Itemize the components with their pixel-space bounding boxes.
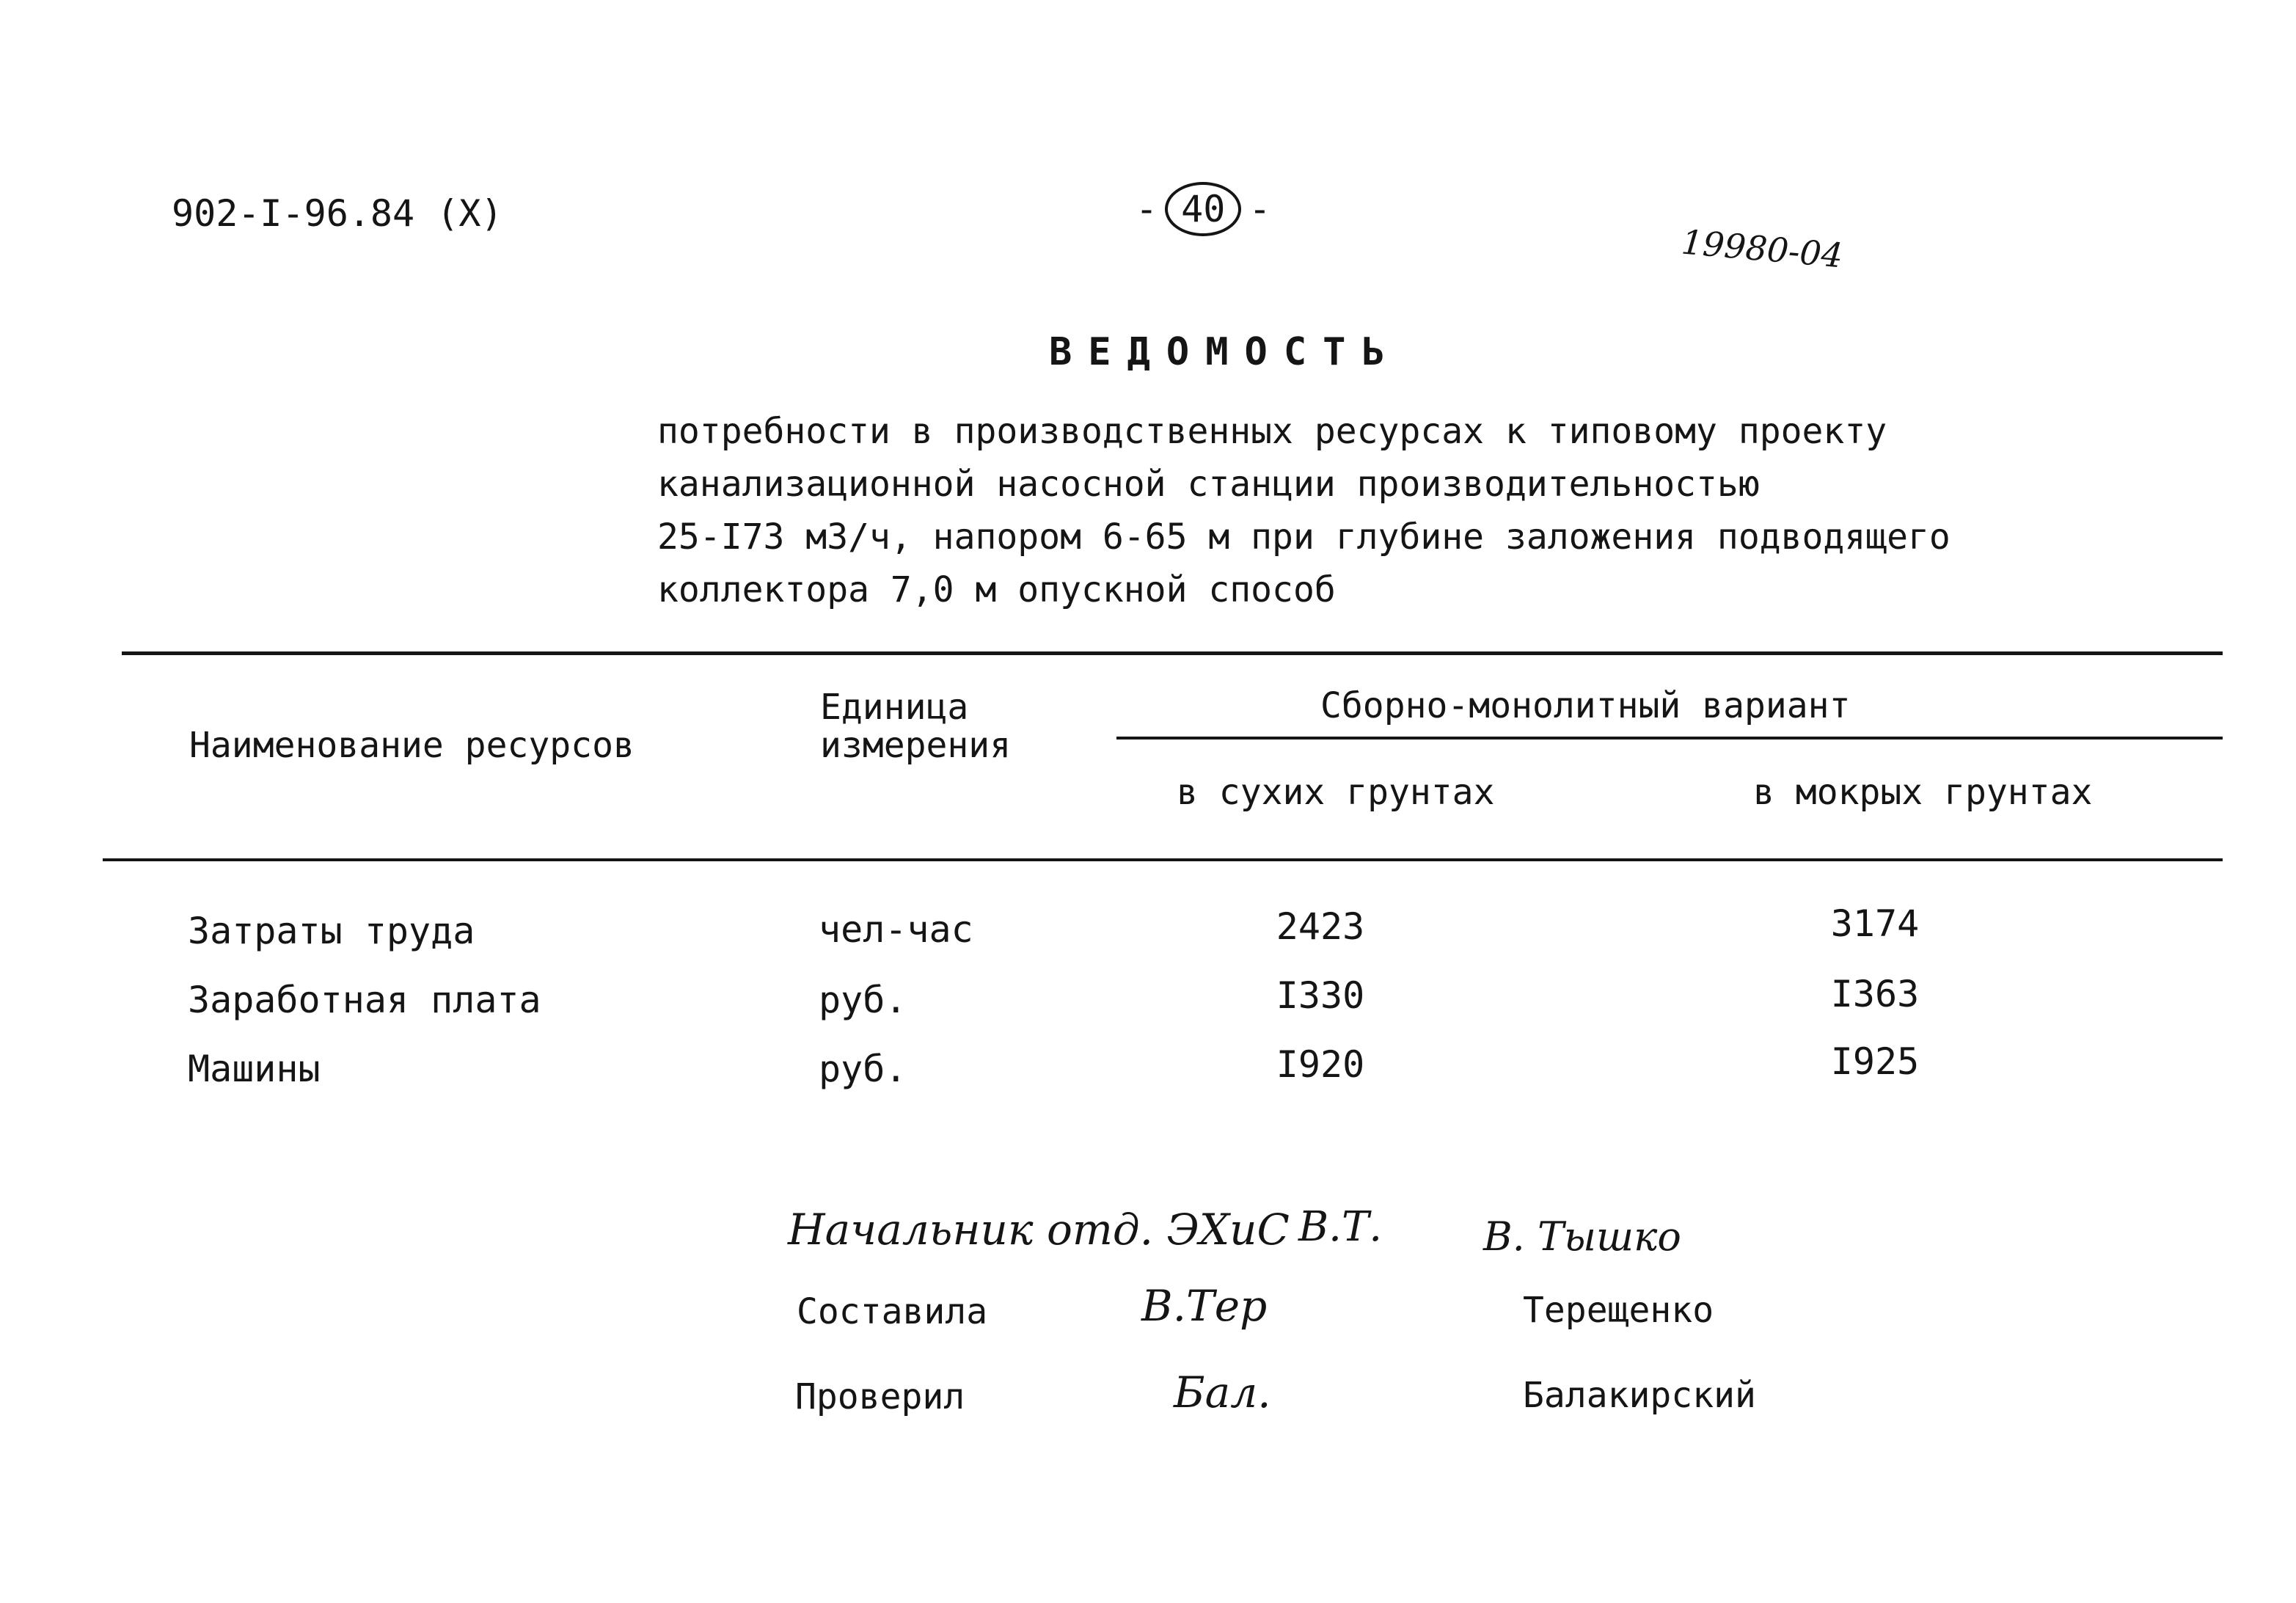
value-wet: I363 [1830, 973, 1920, 1015]
value-dry: I920 [1276, 1043, 1365, 1086]
page-number: - 40 - [1136, 182, 1271, 236]
table-header-bottom-rule [103, 858, 2223, 861]
table-top-rule [122, 651, 2223, 655]
value-wet: I925 [1830, 1040, 1920, 1083]
column-header-dry: в сухих грунтах [1177, 772, 1495, 813]
compiled-label: Составила [797, 1291, 988, 1332]
compiled-name: Терещенко [1523, 1290, 1714, 1331]
value-dry: 2423 [1276, 905, 1365, 948]
document-code: 902-I-96.84 (X) [172, 192, 503, 235]
resource-name: Затраты труда [188, 910, 475, 952]
resource-name: Заработная плата [188, 979, 541, 1021]
column-header-name: Наименование ресурсов [189, 725, 635, 766]
chief-name-handwritten: В. Тышко [1483, 1213, 1681, 1260]
chief-label-handwritten: Начальник отд. ЭХиС [788, 1205, 1290, 1255]
subtitle-line: канализационной насосной станции производительностью [657, 464, 1760, 505]
compiled-signature: В.Тер [1141, 1281, 1268, 1331]
subtitle-line: 25-I73 м3/ч, напором 6-65 м при глубине заложения подводящего [657, 516, 1950, 558]
value-dry: I330 [1276, 974, 1365, 1017]
resource-unit: руб. [819, 1048, 907, 1090]
group-header-rule [1116, 737, 2223, 740]
checked-signature: Бал. [1174, 1368, 1271, 1417]
subtitle-line: потребности в производственных ресурсах к типовому проекту [657, 411, 1887, 452]
column-header-wet: в мокрых грунтах [1753, 772, 2093, 813]
resource-name: Машины [188, 1048, 321, 1090]
page-number-circle: 40 [1165, 182, 1241, 236]
resource-unit: руб. [819, 979, 907, 1021]
column-header-unit-line1: Единица [820, 687, 969, 728]
column-header-unit-line2: измерения [820, 725, 1012, 766]
resource-unit: чел-час [819, 908, 973, 951]
checked-label: Проверил [795, 1376, 965, 1417]
subtitle-line: коллектора 7,0 м опускной способ [657, 569, 1336, 610]
archive-number: 19980-04 [1680, 222, 1845, 276]
document-subtitle [657, 405, 1950, 616]
column-group-header: Сборно-монолитный вариант [1320, 685, 1851, 726]
value-wet: 3174 [1830, 902, 1920, 945]
chief-signature: В.Т. [1298, 1203, 1383, 1251]
checked-name: Балакирский [1523, 1375, 1756, 1416]
document-title: ВЕДОМОСТЬ [1049, 330, 1401, 374]
